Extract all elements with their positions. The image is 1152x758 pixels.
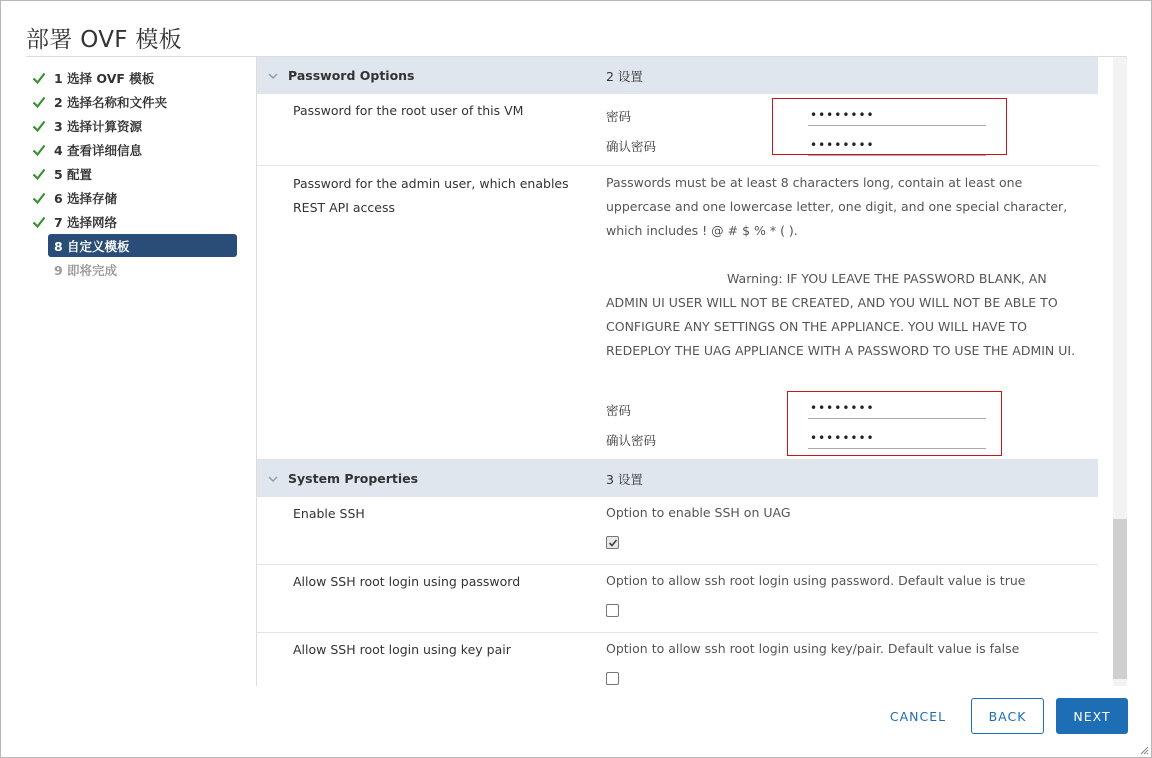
row-admin-password	[257, 166, 1098, 460]
property-description: Option to enable SSH on UAG	[606, 505, 791, 520]
checkmark-icon	[608, 538, 618, 548]
password-label: 密码	[606, 403, 632, 418]
section-title: Password Options	[288, 68, 415, 83]
admin-confirm-password-input[interactable]: ••••••••	[808, 427, 986, 449]
step-9	[26, 258, 241, 282]
section-header-password-options[interactable]	[257, 57, 1098, 94]
content-scrollbar[interactable]	[1113, 57, 1127, 686]
step-7[interactable]	[26, 210, 241, 234]
section-count: 3 设置	[606, 471, 643, 487]
property-key: Enable SSH	[293, 506, 365, 521]
next-button[interactable]: NEXT	[1056, 698, 1128, 734]
row-ssh-root-keypair	[257, 633, 1098, 686]
password-warning-lead: Warning: IF YOU LEAVE THE PASSWORD BLANK, AN	[727, 271, 1047, 286]
property-key: Password for the admin user, which enables REST API access	[293, 176, 569, 215]
row-root-password	[257, 94, 1098, 166]
back-button[interactable]: BACK	[971, 698, 1044, 734]
property-key: Allow SSH root login using password	[293, 574, 521, 589]
property-description: Option to allow ssh root login using key/pair. Default value is false	[606, 641, 1020, 656]
chevron-down-icon[interactable]	[257, 474, 288, 484]
checkmark-icon	[26, 90, 48, 114]
ssh-root-keypair-checkbox[interactable]	[606, 672, 619, 685]
password-label: 密码	[606, 109, 632, 124]
step-label: 9 即将完成	[54, 263, 118, 278]
root-confirm-password-input[interactable]: ••••••••	[808, 134, 986, 156]
confirm-password-label: 确认密码	[606, 433, 657, 448]
property-key: Allow SSH root login using key pair	[293, 642, 511, 657]
row-enable-ssh	[257, 497, 1098, 565]
root-password-input[interactable]: ••••••••	[808, 104, 986, 126]
step-label: 4 查看详细信息	[54, 143, 143, 158]
step-5[interactable]	[26, 162, 241, 186]
resize-handle-icon[interactable]	[1139, 745, 1149, 755]
wizard-steps	[26, 66, 241, 282]
step-6[interactable]	[26, 186, 241, 210]
step-label: 3 选择计算资源	[54, 119, 143, 134]
step-label: 2 选择名称和文件夹	[54, 95, 168, 110]
checkmark-icon	[26, 66, 48, 90]
cancel-button[interactable]: CANCEL	[889, 708, 947, 724]
step-4[interactable]	[26, 138, 241, 162]
admin-password-input[interactable]: ••••••••	[808, 397, 986, 419]
password-warning: ADMIN UI USER WILL NOT BE CREATED, AND YOU WILL NOT BE ABLE TO CONFIGURE ANY SETTINGS ON THE APPLIANCE. YOU WILL HAVE TO REDEPLOY THE UAG APPLIANCE WITH A PASSWORD TO USE THE ADMIN UI.	[606, 295, 1076, 358]
scrollbar-thumb[interactable]	[1113, 519, 1127, 679]
row-ssh-root-password	[257, 565, 1098, 633]
ssh-root-password-checkbox[interactable]	[606, 604, 619, 617]
password-requirements: Passwords must be at least 8 characters long, contain at least one uppercase and one lowercase letter, one digit, and one special character, which includes ! @ # $ % * ( ).	[606, 175, 1068, 238]
step-label: 7 选择网络	[54, 215, 118, 230]
section-header-system-properties[interactable]	[257, 460, 1098, 497]
step-1[interactable]	[26, 66, 241, 90]
checkmark-icon	[26, 114, 48, 138]
enable-ssh-checkbox[interactable]	[606, 536, 619, 549]
step-8-active[interactable]	[48, 234, 237, 257]
section-title: System Properties	[288, 471, 419, 486]
property-description: Option to allow ssh root login using password. Default value is true	[606, 573, 1026, 588]
property-key: Password for the root user of this VM	[293, 103, 524, 118]
section-count: 2 设置	[606, 68, 643, 84]
checkmark-icon	[26, 138, 48, 162]
step-label: 1 选择 OVF 模板	[54, 71, 155, 86]
chevron-down-icon[interactable]	[257, 71, 288, 81]
highlight-box	[772, 98, 1007, 155]
customize-template-panel	[256, 57, 1098, 686]
checkmark-icon	[26, 186, 48, 210]
step-label: 8 自定义模板	[54, 238, 130, 254]
step-label: 5 配置	[54, 167, 93, 182]
step-label: 6 选择存储	[54, 191, 118, 206]
confirm-password-label: 确认密码	[606, 139, 657, 154]
checkmark-icon	[26, 210, 48, 234]
highlight-box	[787, 391, 1002, 456]
checkmark-icon	[26, 162, 48, 186]
step-2[interactable]	[26, 90, 241, 114]
step-3[interactable]	[26, 114, 241, 138]
dialog-title: 部署 OVF 模板	[26, 27, 182, 53]
